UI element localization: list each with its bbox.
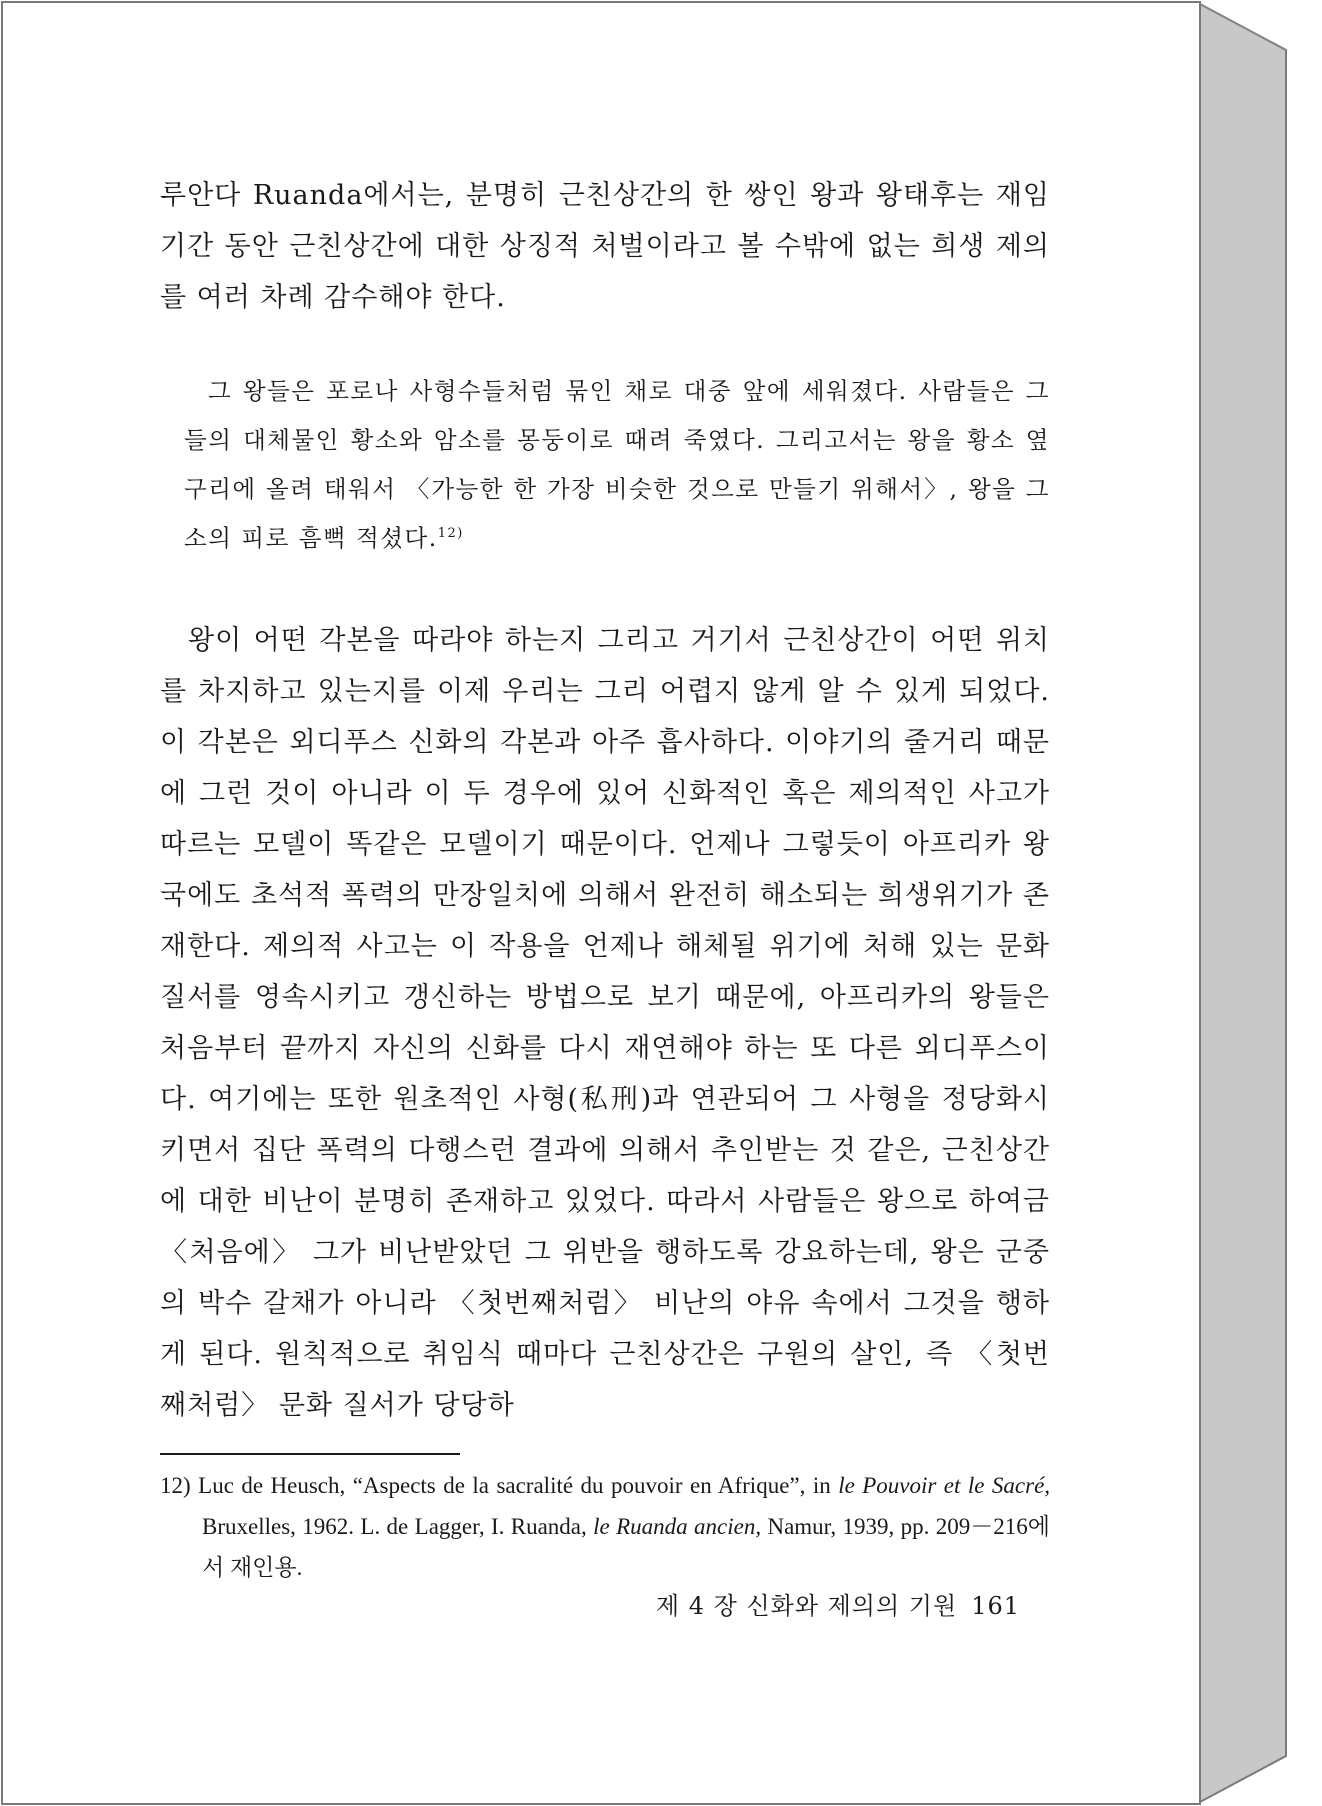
footnote-book-title-2: le Ruanda ancien,	[593, 1514, 762, 1539]
page-number: 161	[971, 1592, 1020, 1620]
footnote-reference: 12)	[437, 526, 464, 542]
block-quote	[184, 367, 1050, 563]
footnote-divider	[160, 1453, 460, 1455]
page-content	[160, 170, 1050, 1588]
footnote-book-title-1: le Pouvoir et le Sacré,	[838, 1473, 1051, 1498]
footnote-number: 12)	[160, 1473, 191, 1498]
quote-text: 그 왕들은 포로나 사형수들처럼 묶인 채로 대중 앞에 세워졌다. 사람들은 그들의 대체물인 황소와 암소를 몽둥이로 때려 죽였다. 그리고서는 왕을 황소 옆구리에 올려 태워서 〈가능한 한 가장 비슷한 것으로 만들기 위해서〉, 왕을 그 소의 피로 흠뻑 적셨다.	[184, 377, 1050, 552]
footnote-12	[160, 1465, 1050, 1588]
paragraph-main: 왕이 어떤 각본을 따라야 하는지 그리고 거기서 근친상간이 어떤 위치를 차지하고 있는지를 이제 우리는 그리 어렵지 않게 알 수 있게 되었다. 이 각본은 외디푸스 신화의 각본과 아주 흡사하다. 이야기의 줄거리 때문에 그런 것이 아니라 이 두 경우에 있어 신화적인 혹은 제의적인 사고가 따르는 모델이 똑같은 모델이기 때문이다. 언제나 그렇듯이 아프리카 왕국에도 초석적 폭력의 만장일치에 의해서 완전히 해소되는 희생위기가 존재한다. 제의적 사고는 이 작용을 언제나 해체될 위기에 처해 있는 문화 질서를 영속시키고 갱신하는 방법으로 보기 때문에, 아프리카의 왕들은 처음부터 끝까지 자신의 신화를 다시 재연해야 하는 또 다른 외디푸스이다. 여기에는 또한 원초적인 사형(私刑)과 연관되어 그 사형을 정당화시키면서 집단 폭력의 다행스런 결과에 의해서 추인받는 것 같은, 근친상간에 대한 비난이 분명히 존재하고 있었다. 따라서 사람들은 왕으로 하여금 〈처음에〉 그가 비난받았던 그 위반을 행하도록 강요하는데, 왕은 군중의 박수 갈채가 아니라 〈첫번째처럼〉 비난의 야유 속에서 그것을 행하게 된다. 원칙적으로 취임식 때마다 근친상간은 구원의 살인, 즉 〈첫번째처럼〉 문화 질서가 당당하	[160, 625, 1050, 1421]
footnote-author: Luc de Heusch,	[198, 1473, 346, 1498]
footnote-place-2: Namur, 1939, pp. 209－216에서 재인용.	[202, 1514, 1050, 1580]
footnote-place-1: Bruxelles, 1962. L. de Lagger, I. Ruanda,	[202, 1514, 587, 1539]
paragraph-ruanda: 루안다 Ruanda에서는, 분명히 근친상간의 한 쌍인 왕과 왕태후는 재임 기간 동안 근친상간에 대한 상징적 처벌이라고 볼 수밖에 없는 희생 제의를 여러 차례 감수해야 한다.	[160, 180, 1050, 313]
chapter-title: 제 4 장 신화와 제의의 기원	[655, 1592, 958, 1620]
running-footer	[600, 1586, 1020, 1621]
book-side-edge	[1200, 4, 1286, 1802]
footnote-article: “Aspects de la sacralité du pouvoir en Afrique”, in	[352, 1473, 831, 1498]
